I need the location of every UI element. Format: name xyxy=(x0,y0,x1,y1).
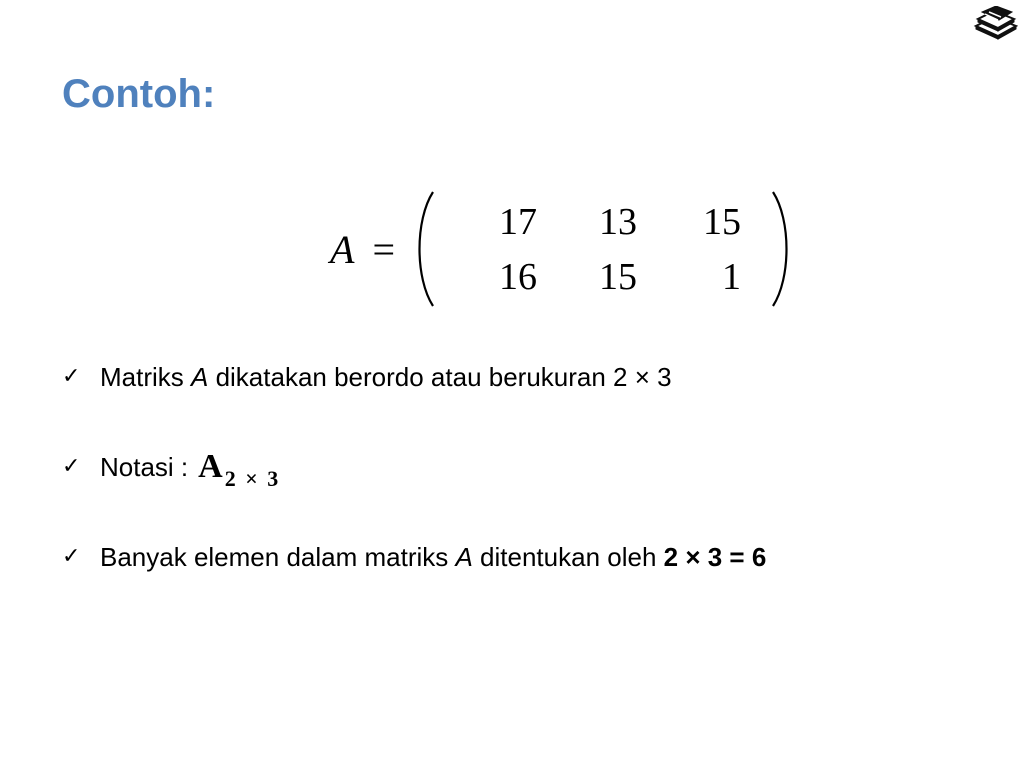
matrix-cell: 1 xyxy=(722,255,741,298)
bullet-order xyxy=(62,352,984,402)
bullet-text xyxy=(100,362,672,393)
bullet-text-part: dikatakan berordo atau berukuran 2 × 3 xyxy=(208,361,672,392)
matrix-cell: 16 xyxy=(499,255,537,298)
checkmark-icon: ✓ xyxy=(62,454,81,479)
matrix-variable: A xyxy=(330,226,355,272)
element-count-result: 2 × 3 = 6 xyxy=(663,541,767,572)
bullet-text xyxy=(100,542,766,573)
notation-base: A xyxy=(198,448,223,485)
bullet-text-part: ditentukan oleh xyxy=(472,541,664,572)
equals-sign: = xyxy=(372,226,395,272)
matrix-variable: A xyxy=(191,361,209,392)
bullet-text-part: Matriks xyxy=(100,361,191,392)
bullet-notation xyxy=(62,442,984,492)
bullet-text: Notasi : xyxy=(100,451,189,482)
matrix-grid xyxy=(437,194,769,304)
right-parenthesis xyxy=(769,190,793,308)
bullet-element-count xyxy=(62,532,984,582)
matrix-cell: 15 xyxy=(703,200,741,243)
checkmark-icon: ✓ xyxy=(62,364,81,389)
matrix-cell: 15 xyxy=(599,255,637,298)
left-parenthesis xyxy=(413,190,437,308)
matrix-equation xyxy=(330,190,793,308)
slide-title: Contoh: xyxy=(62,72,216,116)
matrix-notation xyxy=(198,448,281,491)
matrix-variable: A xyxy=(455,541,473,572)
notation-subscript: 2 × 3 xyxy=(224,466,281,491)
checkmark-icon: ✓ xyxy=(62,544,81,569)
stacked-books-icon xyxy=(972,6,1018,40)
matrix-cell: 17 xyxy=(499,200,537,243)
bullet-list xyxy=(62,352,984,622)
bullet-text-part: Banyak elemen dalam matriks xyxy=(100,541,456,572)
matrix xyxy=(413,190,793,308)
matrix-cell: 13 xyxy=(599,200,637,243)
